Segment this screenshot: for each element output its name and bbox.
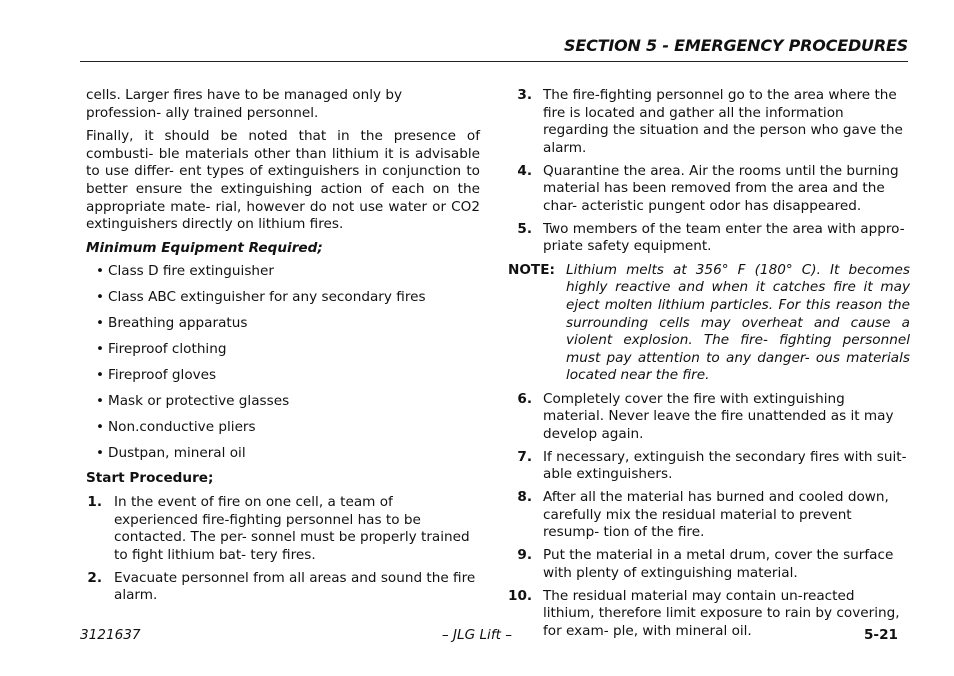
step-number: 7. (517, 448, 532, 465)
bullet-icon: • (96, 418, 105, 435)
procedure-step (86, 570, 480, 605)
left-column (86, 87, 480, 610)
step-number: 6. (517, 390, 532, 407)
note-text: Lithium melts at 356° F (180° C). It becomes highly reactive and when it catches fire it may eject molten lithium particles. For this reason the surrounding cells may overheat and cause a violent explosion. The fire- fighting personnel must pay attention to any danger- ous materials located near the fire. (566, 261, 910, 384)
paragraph-1: cells. Larger fires have to be managed only by profession- ally trained personnel. (86, 87, 403, 121)
list-item (86, 393, 480, 411)
step-number: 10. (508, 587, 533, 604)
list-item (86, 445, 480, 463)
right-column (508, 87, 910, 646)
safety-note (508, 262, 910, 385)
procedure-step (508, 221, 910, 256)
step-number: 1. (87, 494, 102, 511)
procedure-steps-right-a (508, 87, 910, 256)
list-item (86, 263, 480, 281)
list-item-text: Dustpan, mineral oil (108, 444, 246, 461)
step-text: In the event of fire on one cell, a team of experienced fire-fighting personnel has to be contacted. The per- sonnel must be properly trained to fight lithium bat- tery fires. (114, 494, 470, 563)
paragraph-2: Finally, it should be noted that in the presence of combusti- ble materials other than lithium it is advisable to use differ- ent types of extinguishers in conjunction to better ensure the extinguishing action of each on the appropriate mate- rial, however do not use water or CO2 extinguishers directly on lithium fires. (86, 128, 480, 233)
list-item-text: Fireproof gloves (108, 366, 217, 383)
procedure-steps-right-b (508, 391, 910, 640)
footer-doc-number: 3121637 (80, 627, 141, 643)
bullet-icon: • (96, 444, 105, 461)
step-number: 9. (517, 547, 532, 564)
start-procedure-heading: Start Procedure; (86, 470, 214, 487)
list-item-text: Fireproof clothing (108, 341, 227, 358)
list-item-text: Class ABC extinguisher for any secondary fires (108, 289, 426, 306)
bullet-icon: • (96, 263, 105, 280)
footer-page-number: 5-21 (863, 627, 898, 643)
step-text: After all the material has burned and cooled down, carefully mix the residual material to prevent resump- tion of the fire. (543, 489, 889, 541)
list-item-text: Mask or protective glasses (108, 392, 290, 409)
bullet-icon: • (96, 392, 105, 409)
procedure-step (508, 163, 910, 216)
list-item (86, 289, 480, 307)
list-item (86, 419, 480, 437)
list-item-text: Breathing apparatus (108, 315, 248, 332)
note-label: NOTE: (508, 261, 555, 278)
list-item (86, 341, 480, 359)
step-number: 4. (517, 162, 532, 179)
list-item (86, 315, 480, 333)
procedure-steps-left (86, 494, 480, 605)
step-text: If necessary, extinguish the secondary fires with suit- able extinguishers. (543, 448, 907, 483)
equipment-heading: Minimum Equipment Required; (86, 239, 323, 256)
step-text: Quarantine the area. Air the rooms until the burning material has been removed from the area and the char- acteristic pungent odor has disappeared. (543, 162, 899, 214)
step-text: The residual material may contain un-reacted lithium, therefore limit exposure to rain by covering, for exam- ple, with mineral oil. (543, 587, 900, 639)
bullet-icon: • (96, 289, 105, 306)
bullet-icon: • (96, 366, 105, 383)
equipment-list (86, 263, 480, 462)
list-item-text: Class D fire extinguisher (108, 263, 274, 280)
step-number: 3. (517, 87, 532, 103)
procedure-step (86, 494, 480, 564)
procedure-step (508, 449, 910, 484)
procedure-step (508, 489, 910, 542)
list-item-text: Non.conductive pliers (108, 418, 256, 435)
procedure-step (508, 391, 910, 444)
bullet-icon: • (96, 341, 105, 358)
procedure-step (508, 547, 910, 582)
step-number: 2. (87, 569, 102, 586)
bullet-icon: • (96, 315, 105, 332)
section-title: SECTION 5 - EMERGENCY PROCEDURES (564, 36, 908, 55)
header-rule (80, 61, 908, 62)
step-text: Two members of the team enter the area with appro- priate safety equipment. (543, 220, 905, 255)
step-text: Completely cover the fire with extinguishing material. Never leave the fire unattended as it may develop again. (543, 390, 894, 443)
step-number: 5. (517, 220, 532, 237)
step-text: Evacuate personnel from all areas and sound the fire alarm. (114, 569, 476, 604)
step-number: 8. (517, 489, 532, 506)
step-text: Put the material in a metal drum, cover the surface with plenty of extinguishing material. (543, 547, 894, 581)
step-text: The fire-fighting personnel go to the area where the fire is located and gather all the information regarding the situation and the person who gave the alarm. (543, 87, 903, 156)
footer-center-text: – JLG Lift – (441, 627, 513, 643)
procedure-step (508, 87, 910, 157)
list-item (86, 367, 480, 385)
